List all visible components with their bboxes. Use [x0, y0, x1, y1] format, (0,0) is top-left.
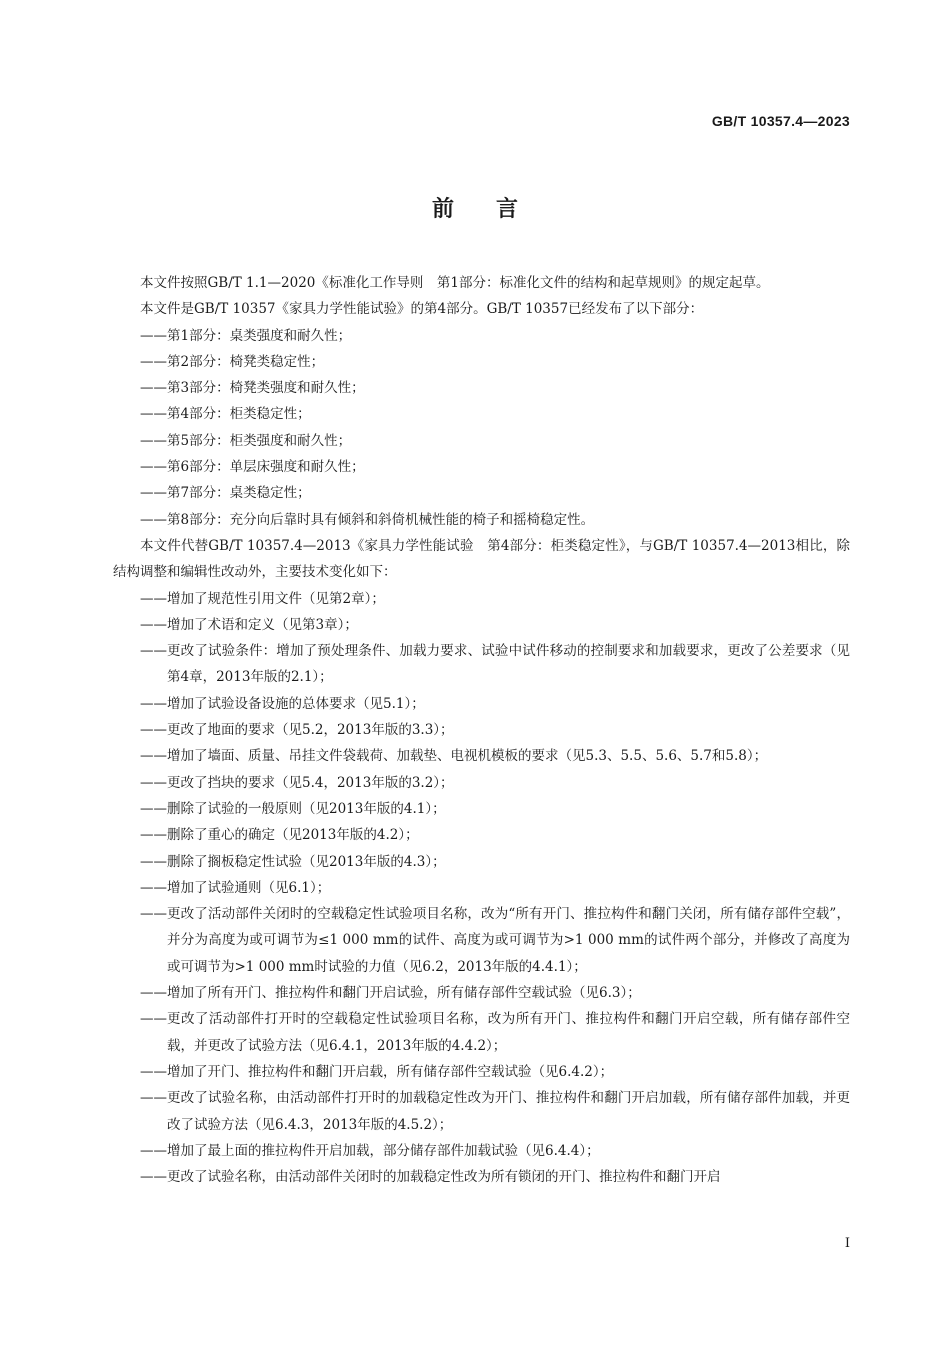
standard-code: GB/T 10357.4—2023 [711, 113, 850, 129]
list-dash: —— [140, 380, 167, 397]
list-dash: —— [140, 1090, 167, 1107]
change-item-text: 增加了所有开门、推拉构件和翻门开启试验，所有储存部件空载试验（见6.3）； [167, 985, 641, 1002]
list-dash: —— [140, 459, 167, 476]
part-item-text: 第3部分：椅凳类强度和耐久性； [167, 380, 365, 397]
change-item [113, 770, 850, 796]
list-dash: —— [140, 616, 167, 633]
list-dash: —— [140, 827, 167, 844]
change-item-text: 增加了最上面的推拉构件开启加载，部分储存部件加载试验（见6.4.4）； [167, 1142, 600, 1159]
change-item [113, 1085, 850, 1138]
part-item-text: 第4部分：柜类稳定性； [167, 406, 311, 423]
change-item-text: 更改了试验条件：增加了预处理条件、加载力要求、试验中试件移动的控制要求和加载要求，更改了公差要求（见第4章，2013年版的2.1）； [167, 643, 850, 686]
change-item-text: 更改了活动部件打开时的空载稳定性试验项目名称，改为所有开门、推拉构件和翻门开启空载，所有储存部件空载，并更改了试验方法（见6.4.1，2013年版的4.4.2）； [167, 1011, 850, 1054]
list-dash: —— [140, 1063, 167, 1080]
part-item [113, 454, 850, 480]
part-item [113, 349, 850, 375]
change-item-text: 更改了活动部件关闭时的空载稳定性试验项目名称，改为“所有开门、推拉构件和翻门关闭，所有储存部件空载”，并分为高度为或可调节为≤1 000 mm的试件、高度为或可调节为>1 000 mm的试件两个部分，并修改了高度为或可调节为>1 000 mm时试验的力值（见6.2，2013年版的4.4.1）； [167, 906, 850, 975]
list-dash: —— [140, 695, 167, 712]
change-item-text: 增加了开门、推拉构件和翻门开启载，所有储存部件空载试验（见6.4.2）； [167, 1063, 614, 1080]
change-item-text: 更改了挡块的要求（见5.4，2013年版的3.2）； [167, 774, 454, 791]
change-item-text: 增加了试验设备设施的总体要求（见5.1）； [167, 695, 425, 712]
intro-paragraph-3: 本文件代替GB/T 10357.4—2013《家具力学性能试验 第4部分：柜类稳定性》，与GB/T 10357.4—2013相比，除结构调整和编辑性改动外，主要技术变化如下： [113, 537, 850, 581]
change-item [113, 586, 850, 612]
list-dash: —— [140, 774, 167, 791]
change-item [113, 717, 850, 743]
part-item [113, 323, 850, 349]
change-item-text: 删除了重心的确定（见2013年版的4.2）； [167, 827, 419, 844]
intro-paragraph-2: 本文件是GB/T 10357《家具力学性能试验》的第4部分。GB/T 10357已经发布了以下部分： [140, 301, 704, 318]
list-dash: —— [140, 643, 167, 660]
list-dash: —— [140, 800, 167, 817]
change-item [113, 1138, 850, 1164]
change-item-text: 增加了试验通则（见6.1）； [167, 879, 331, 896]
document-body [113, 270, 850, 1190]
change-item [113, 691, 850, 717]
change-item-text: 增加了墙面、质量、吊挂文件袋载荷、加载垫、电视机模板的要求（见5.3、5.5、5.6、5.7和5.8）； [167, 748, 768, 765]
list-dash: —— [140, 485, 167, 502]
change-item-text: 增加了术语和定义（见第3章）； [167, 616, 358, 633]
list-dash: —— [140, 853, 167, 870]
part-item-text: 第1部分：桌类强度和耐久性； [167, 327, 352, 344]
change-item-text: 删除了搁板稳定性试验（见2013年版的4.3）； [167, 853, 446, 870]
list-dash: —— [140, 590, 167, 607]
part-item [113, 507, 850, 533]
change-item [113, 612, 850, 638]
list-dash: —— [140, 432, 167, 449]
change-item [113, 796, 850, 822]
change-item [113, 1059, 850, 1085]
change-item [113, 875, 850, 901]
change-item-text: 删除了试验的一般原则（见2013年版的4.1）； [167, 800, 446, 817]
part-item [113, 401, 850, 427]
list-dash: —— [140, 327, 167, 344]
change-item [113, 1006, 850, 1059]
change-item-text: 更改了试验名称，由活动部件打开时的加载稳定性改为开门、推拉构件和翻门开启加载，所有储存部件加载，并更改了试验方法（见6.4.3，2013年版的4.5.2）； [167, 1090, 850, 1133]
changes-list [113, 586, 850, 1191]
change-item [113, 638, 850, 691]
change-item [113, 980, 850, 1006]
intro-paragraph-1: 本文件按照GB/T 1.1—2020《标准化工作导则 第1部分：标准化文件的结构和起草规则》的规定起草。 [140, 275, 770, 291]
change-item [113, 849, 850, 875]
part-item [113, 428, 850, 454]
page-title: 前言 [431, 197, 560, 222]
part-item-text: 第8部分：充分向后靠时具有倾斜和斜倚机械性能的椅子和摇椅稳定性。 [167, 511, 595, 528]
list-dash: —— [140, 985, 167, 1002]
part-item-text: 第2部分：椅凳类稳定性； [167, 353, 325, 370]
change-item-text: 更改了地面的要求（见5.2，2013年版的3.3）； [167, 722, 454, 739]
list-dash: —— [140, 511, 167, 528]
list-dash: —— [140, 906, 167, 923]
list-dash: —— [140, 722, 167, 739]
change-item [113, 822, 850, 848]
change-item [113, 901, 850, 980]
change-item [113, 1164, 850, 1190]
list-dash: —— [140, 1169, 167, 1186]
list-dash: —— [140, 1011, 167, 1028]
part-item [113, 375, 850, 401]
change-item-text: 更改了试验名称，由活动部件关闭时的加载稳定性改为所有锁闭的开门、推拉构件和翻门开启 [167, 1169, 721, 1186]
list-dash: —— [140, 748, 167, 765]
list-dash: —— [140, 1142, 167, 1159]
part-item-text: 第6部分：单层床强度和耐久性； [167, 459, 365, 476]
part-item-text: 第7部分：桌类稳定性； [167, 485, 311, 502]
parts-list [113, 323, 850, 533]
list-dash: —— [140, 353, 167, 370]
list-dash: —— [140, 879, 167, 896]
list-dash: —— [140, 406, 167, 423]
part-item [113, 480, 850, 506]
change-item-text: 增加了规范性引用文件（见第2章）； [167, 590, 385, 607]
change-item [113, 743, 850, 769]
part-item-text: 第5部分：柜类强度和耐久性； [167, 432, 352, 449]
page-number: I [844, 1236, 850, 1251]
